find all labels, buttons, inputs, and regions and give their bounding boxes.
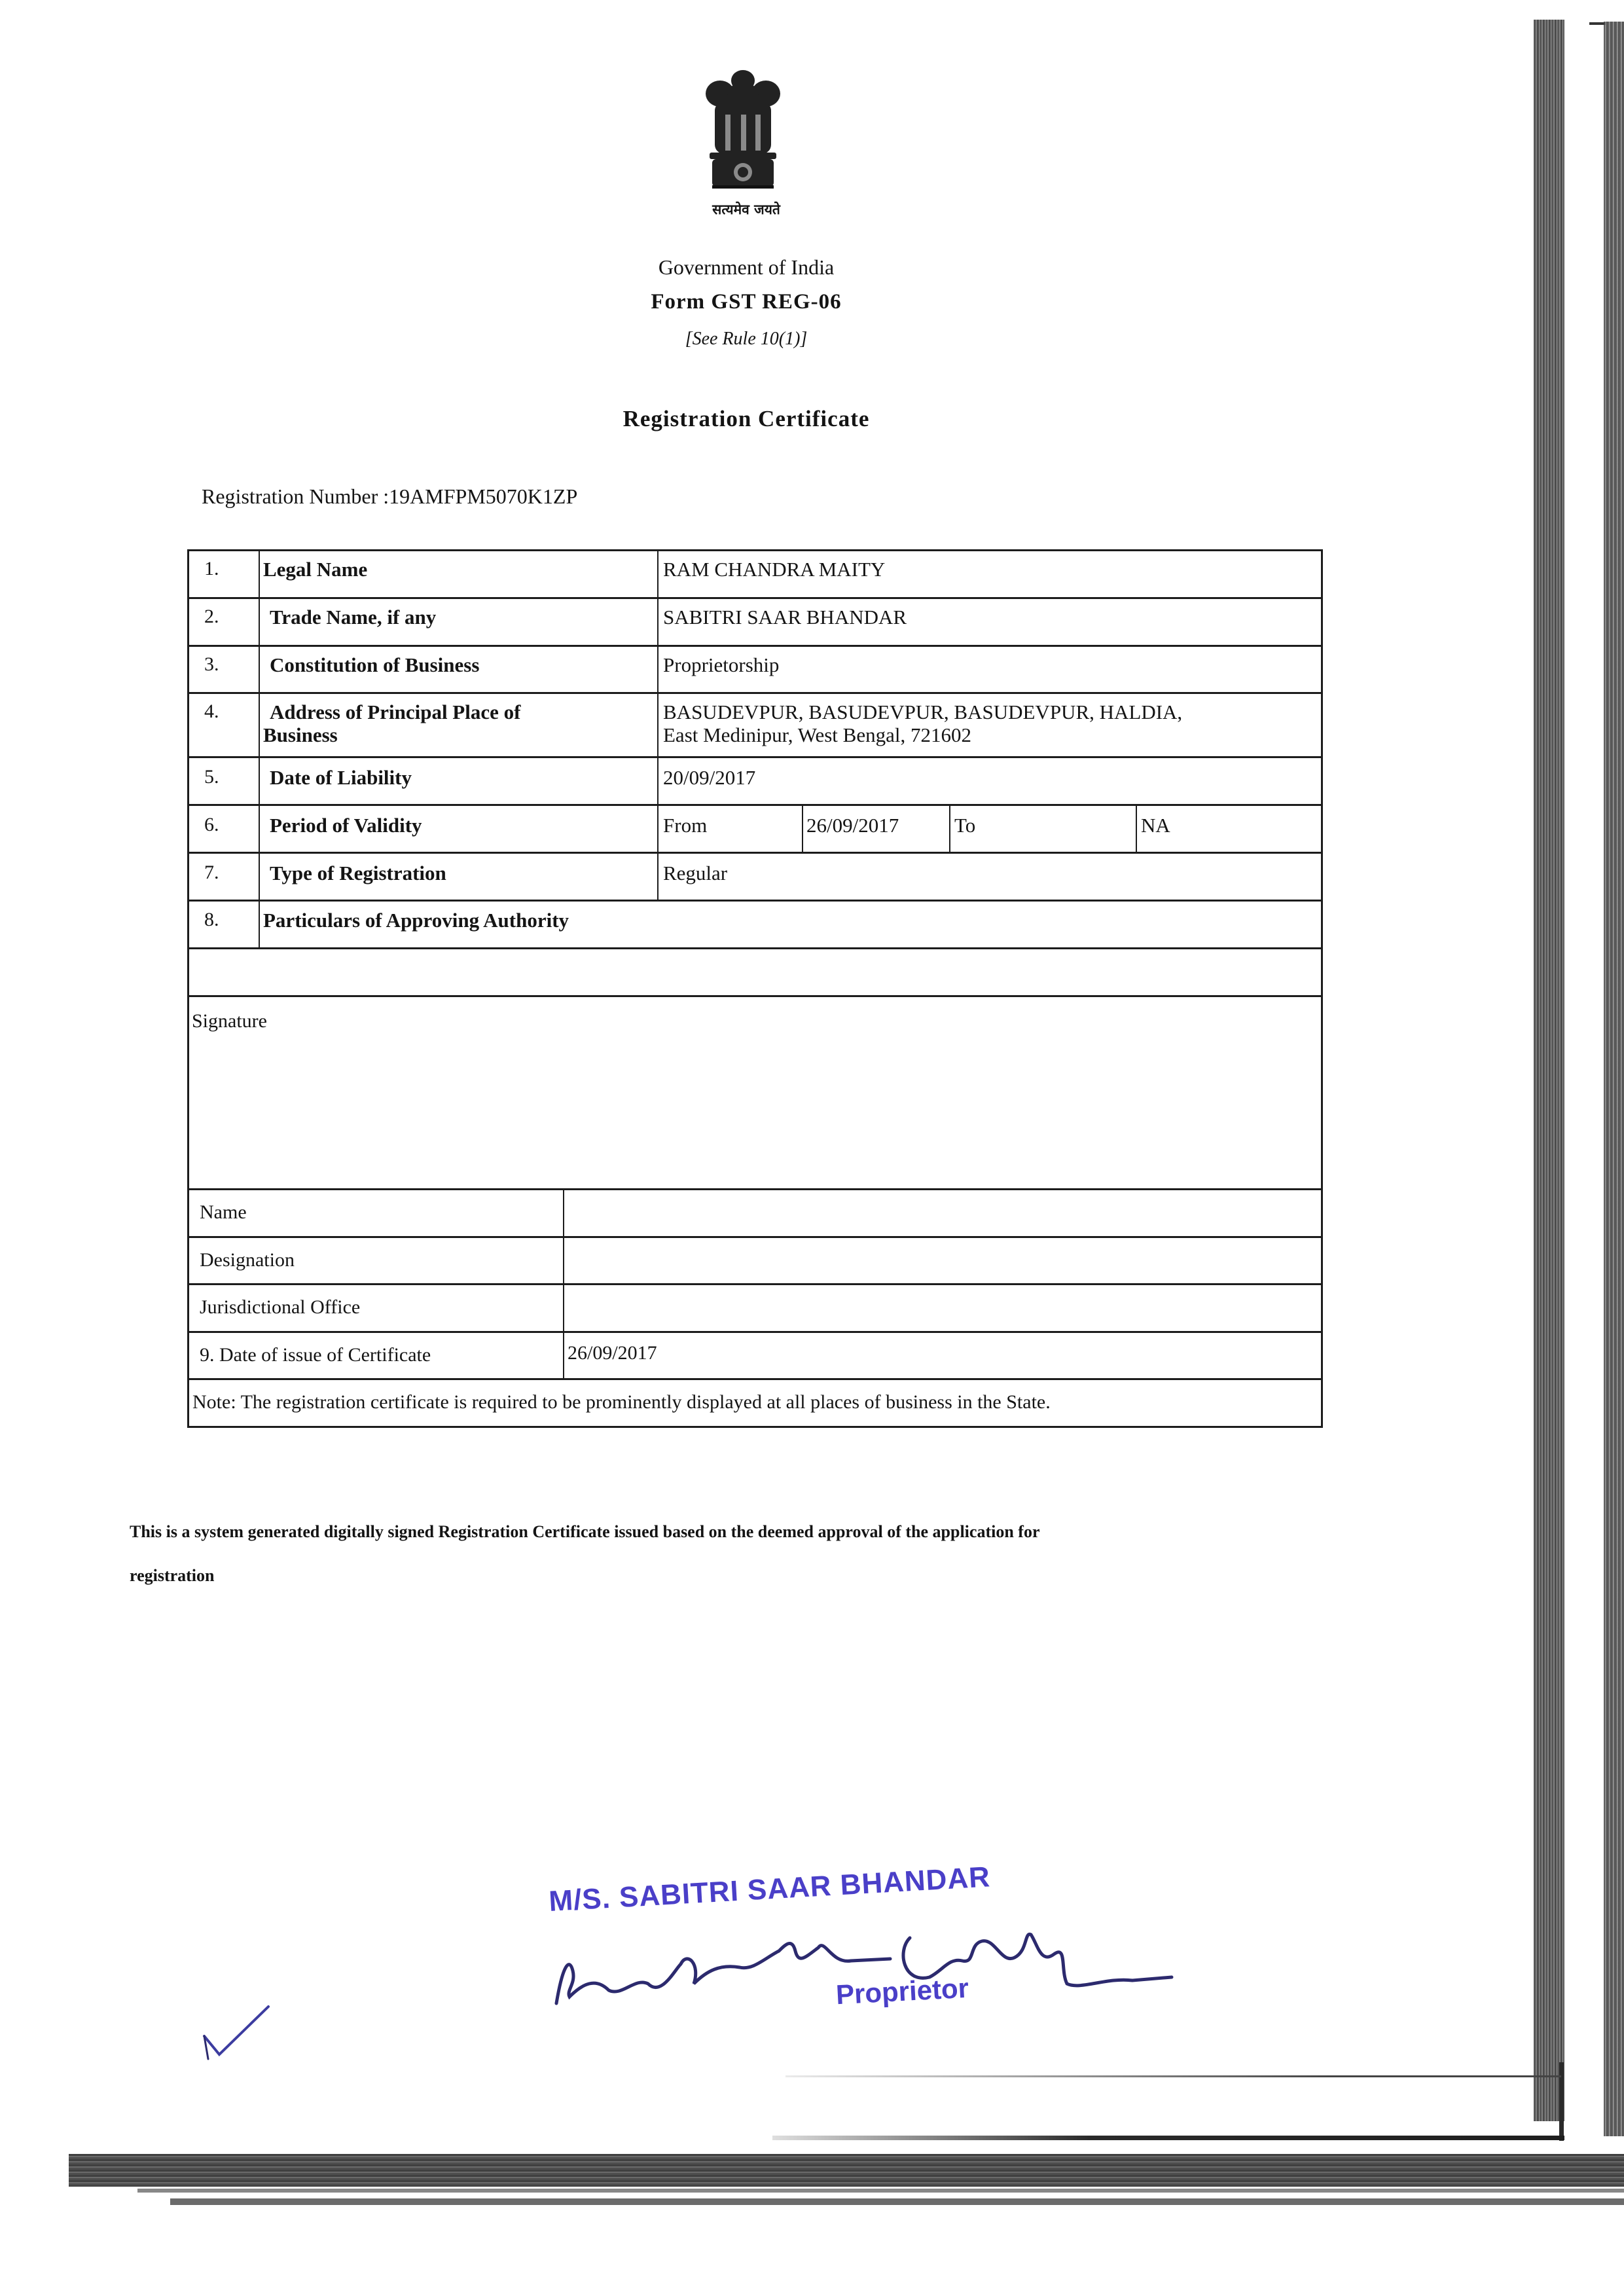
scan-edge-shadow [1534, 20, 1564, 2121]
scan-edge-shadow [69, 2154, 1624, 2187]
system-generated-notice-cont: registration [130, 1566, 215, 1585]
form-heading: Form GST REG-06 [651, 290, 842, 314]
table-border [949, 804, 950, 852]
row-label: Period of Validity [270, 814, 422, 837]
row-number: 3. [204, 653, 219, 675]
scan-edge-shadow [772, 2136, 1564, 2140]
validity-to-label: To [954, 814, 976, 837]
row-label: Legal Name [263, 558, 368, 581]
table-border [187, 692, 1323, 694]
validity-to-value: NA [1141, 814, 1170, 837]
table-border [187, 645, 1323, 647]
constitution-value: Proprietorship [663, 653, 780, 676]
row-label: Business [263, 723, 338, 746]
table-border [1136, 804, 1137, 852]
row-label: Type of Registration [270, 862, 446, 884]
registration-type-value: Regular [663, 862, 728, 884]
row-number: 1. [204, 558, 219, 579]
display-note: Note: The registration certificate is required to be prominently displayed at all places of business in the State. [192, 1391, 1051, 1413]
legal-name-value: RAM CHANDRA MAITY [663, 558, 886, 581]
government-heading: Government of India [658, 255, 835, 279]
emblem-motto: सत्यमेव जयते [712, 202, 780, 217]
row-number: 6. [204, 814, 219, 835]
company-stamp: M/S. SABITRI SAAR BHANDAR [548, 1861, 992, 1918]
designation-label: Designation [200, 1249, 295, 1271]
national-emblem-icon [700, 62, 785, 200]
table-border [187, 852, 1323, 854]
company-stamp-title: Proprietor [835, 1972, 970, 2011]
certificate-title: Registration Certificate [623, 406, 870, 431]
table-border [187, 1188, 1323, 1190]
scan-edge-shadow [170, 2198, 1624, 2205]
table-border [187, 947, 1323, 949]
table-border [187, 1331, 1323, 1333]
table-border [187, 1378, 1323, 1380]
row-number: 2. [204, 606, 219, 627]
row-number: 8. [204, 909, 219, 930]
validity-from-label: From [663, 814, 708, 837]
system-generated-notice: This is a system generated digitally signed Registration Certificate issued based on the deemed approval of the application for [130, 1522, 1040, 1541]
row-number: 5. [204, 766, 219, 788]
address-value: BASUDEVPUR, BASUDEVPUR, BASUDEVPUR, HALDIA, [663, 701, 1183, 723]
table-border [187, 1236, 1323, 1238]
liability-date-value: 20/09/2017 [663, 766, 756, 789]
validity-from-value: 26/09/2017 [806, 814, 899, 837]
table-border [187, 1426, 1323, 1428]
scan-edge-shadow [137, 2189, 1624, 2193]
row-number: 4. [204, 701, 219, 722]
issue-date-label: 9. Date of issue of Certificate [200, 1344, 431, 1366]
table-border [259, 549, 260, 947]
trade-name-value: SABITRI SAAR BHANDAR [663, 606, 907, 629]
row-label: Trade Name, if any [270, 606, 437, 629]
table-border [187, 549, 189, 1427]
table-border [187, 549, 1323, 551]
name-label: Name [200, 1201, 247, 1223]
scan-edge-shadow [1604, 22, 1624, 2136]
table-border [187, 995, 1323, 997]
rule-reference: [See Rule 10(1)] [685, 329, 808, 349]
checkmark-icon [196, 1984, 275, 2069]
table-border [563, 1188, 564, 1378]
scan-edge-shadow [785, 2075, 1561, 2077]
row-label: Constitution of Business [270, 653, 480, 676]
address-value: East Medinipur, West Bengal, 721602 [663, 723, 971, 746]
table-border [187, 756, 1323, 758]
row-label: Particulars of Approving Authority [263, 909, 569, 932]
row-label: Date of Liability [270, 766, 412, 789]
table-border [187, 1283, 1323, 1285]
table-border [802, 804, 803, 852]
table-border [187, 900, 1323, 902]
row-number: 7. [204, 862, 219, 883]
row-label: Address of Principal Place of [270, 701, 521, 723]
scan-edge-shadow [1559, 2062, 1564, 2141]
jurisdictional-office-label: Jurisdictional Office [200, 1296, 361, 1318]
table-border [1321, 549, 1323, 1427]
signature-label: Signature [192, 1010, 267, 1032]
table-border [657, 549, 659, 900]
table-border [187, 597, 1323, 599]
registration-number: Registration Number :19AMFPM5070K1ZP [202, 484, 578, 508]
table-border [187, 804, 1323, 806]
issue-date-value: 26/09/2017 [568, 1342, 657, 1364]
